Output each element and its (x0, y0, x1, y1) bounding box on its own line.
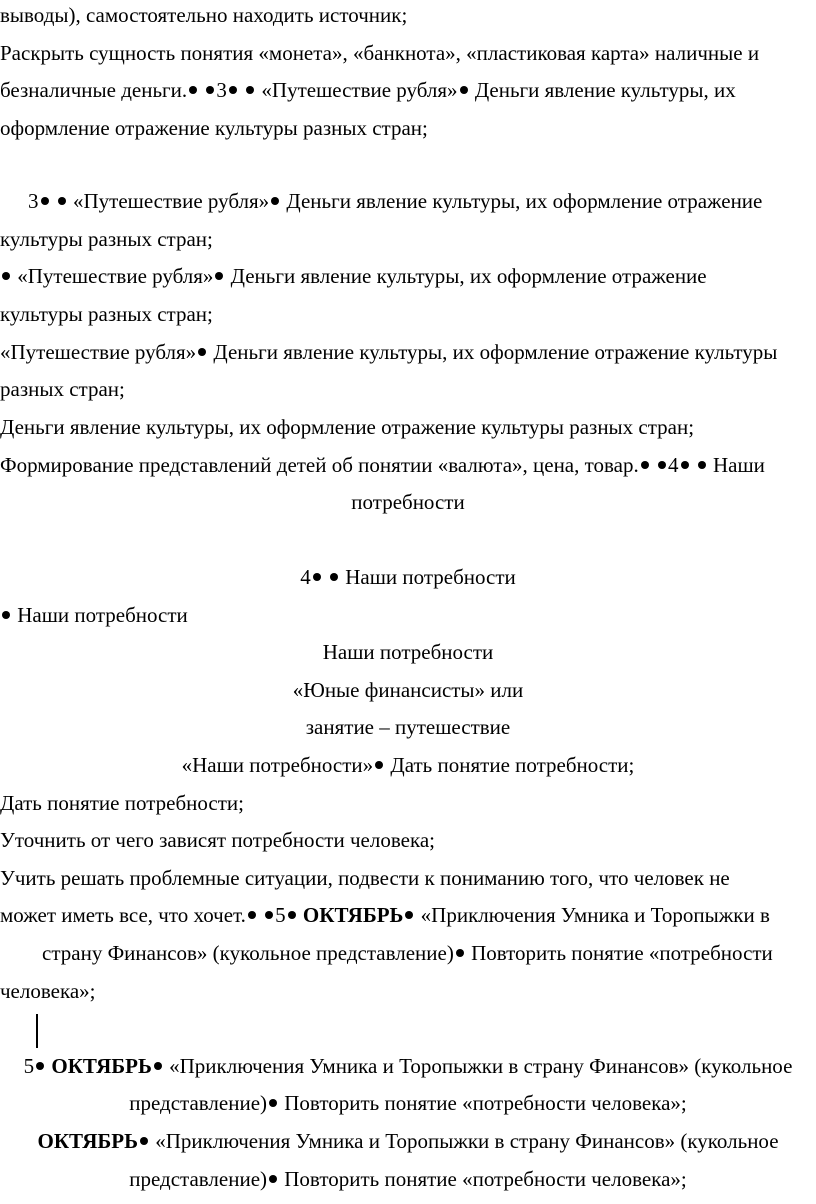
bullet-icon (140, 1137, 148, 1145)
text-segment: 4 (668, 453, 679, 477)
bullet-icon (271, 197, 279, 205)
text-segment: представление) (129, 1167, 268, 1191)
text-segment: может иметь все, что хочет. (0, 903, 246, 927)
text-segment: разных стран; (0, 377, 125, 401)
bullet-icon (269, 1099, 277, 1107)
text-segment: «Наши потребности» (181, 753, 374, 777)
text-segment: «Приключения Умника и Торопыжки в страну Финансов» (кукольное (155, 1129, 779, 1153)
text-line (0, 675, 816, 705)
text-segment: Повторить понятие «потребности человека»; (284, 1091, 687, 1115)
text-segment: Формирование представлений детей об понятии «валюта», цена, товар. (0, 453, 639, 477)
text-segment: занятие – путешествие (305, 715, 511, 739)
bullet-icon (375, 761, 383, 769)
text-line (0, 374, 816, 404)
month-label: ОКТЯБРЬ (37, 1129, 139, 1153)
text-segment: «Приключения Умника и Торопыжки в (420, 903, 770, 927)
bullet-icon (269, 1175, 277, 1183)
text-segment: Уточнить от чего зависят потребности человека; (0, 828, 435, 852)
bullet-icon (36, 1062, 44, 1070)
bullet-icon (681, 461, 689, 469)
text-segment: «Путешествие рубля» (73, 189, 270, 213)
bullet-icon (641, 461, 649, 469)
bullet-icon (215, 272, 223, 280)
text-segment: страну Финансов» (кукольное представление) (42, 941, 454, 965)
text-line (0, 412, 816, 442)
bullet-icon (41, 197, 49, 205)
text-line (0, 1051, 816, 1081)
text-segment: оформление отражение культуры разных стран; (0, 116, 428, 140)
text-segment: Деньги явление культуры, их оформление отражение культуры разных стран; (0, 415, 695, 439)
text-line (0, 600, 816, 630)
text-segment: «Юные финансисты» или (292, 678, 524, 702)
text-line (0, 337, 816, 367)
bullet-icon (658, 461, 666, 469)
bullet-icon (405, 911, 413, 919)
text-line (0, 224, 816, 254)
text-segment: Наши потребности (322, 640, 494, 664)
text-segment: Учить решать проблемные ситуации, подвести к пониманию того, что человек не (0, 866, 730, 890)
bullet-icon (2, 611, 10, 619)
text-segment: культуры разных стран; (0, 227, 213, 251)
bullet-icon (313, 573, 321, 581)
bullet-icon (288, 911, 296, 919)
text-segment: Дать понятие потребности; (390, 753, 635, 777)
bullet-icon (2, 272, 10, 280)
text-segment: Деньги явление культуры, их оформление отражение (230, 264, 707, 288)
bullet-icon (698, 461, 706, 469)
text-segment: Наши (713, 453, 765, 477)
text-segment: культуры разных стран; (0, 302, 213, 326)
bullet-icon (229, 86, 237, 94)
bullet-icon (246, 86, 254, 94)
text-line (0, 712, 816, 742)
text-cursor (36, 1014, 38, 1048)
bullet-icon (456, 949, 464, 957)
text-segment: «Приключения Умника и Торопыжки в страну Финансов» (кукольное (169, 1054, 793, 1078)
text-segment: «Путешествие рубля» (0, 340, 197, 364)
text-line (0, 976, 816, 1006)
text-line (0, 1126, 816, 1156)
text-line (0, 38, 816, 68)
text-segment: Деньги явление культуры, их (474, 78, 736, 102)
text-segment: 4 (300, 565, 311, 589)
text-segment: 5 (275, 903, 286, 927)
text-segment: Наши потребности (345, 565, 516, 589)
bullet-icon (198, 348, 206, 356)
text-line (0, 261, 816, 291)
text-segment: человека»; (0, 979, 96, 1003)
text-segment: Повторить понятие «потребности (471, 941, 773, 965)
text-line (0, 750, 816, 780)
text-segment: Дать понятие потребности; (0, 791, 244, 815)
bullet-icon (248, 911, 256, 919)
bullet-icon (189, 86, 197, 94)
text-segment: 3 (216, 78, 227, 102)
text-line (0, 637, 816, 667)
text-segment: Деньги явление культуры, их оформление отражение (286, 189, 763, 213)
text-segment: Деньги явление культуры, их оформление отражение культуры (213, 340, 778, 364)
month-label: ОКТЯБРЬ (302, 903, 404, 927)
text-segment: представление) (129, 1091, 268, 1115)
text-segment: Наши потребности (17, 603, 188, 627)
text-line (0, 825, 816, 855)
bullet-icon (265, 911, 273, 919)
text-line (0, 113, 816, 143)
text-segment: «Путешествие рубля» (261, 78, 458, 102)
text-segment: выводы), самостоятельно находить источник; (0, 3, 408, 27)
text-line (0, 900, 816, 930)
text-line (0, 487, 816, 517)
bullet-icon (330, 573, 338, 581)
text-segment: Раскрыть сущность понятия «монета», «банкнота», «пластиковая карта» наличные и (0, 41, 760, 65)
text-line (0, 562, 816, 592)
text-line (0, 1164, 816, 1194)
month-label: ОКТЯБРЬ (51, 1054, 152, 1078)
text-segment: 3 (28, 189, 39, 213)
text-line (0, 186, 816, 216)
text-line (0, 75, 816, 105)
text-line (0, 299, 816, 329)
bullet-icon (460, 86, 468, 94)
text-line (0, 1088, 816, 1118)
bullet-icon (58, 197, 66, 205)
text-segment: «Путешествие рубля» (17, 264, 214, 288)
text-segment: потребности (351, 490, 465, 514)
text-segment: безналичные деньги. (0, 78, 188, 102)
text-line (0, 0, 816, 30)
text-segment: 5 (23, 1054, 35, 1078)
text-line (0, 938, 816, 968)
text-line (0, 863, 816, 893)
text-line (0, 788, 816, 818)
bullet-icon (154, 1062, 162, 1070)
text-segment: Повторить понятие «потребности человека»; (284, 1167, 687, 1191)
bullet-icon (206, 86, 214, 94)
text-line (0, 450, 816, 480)
